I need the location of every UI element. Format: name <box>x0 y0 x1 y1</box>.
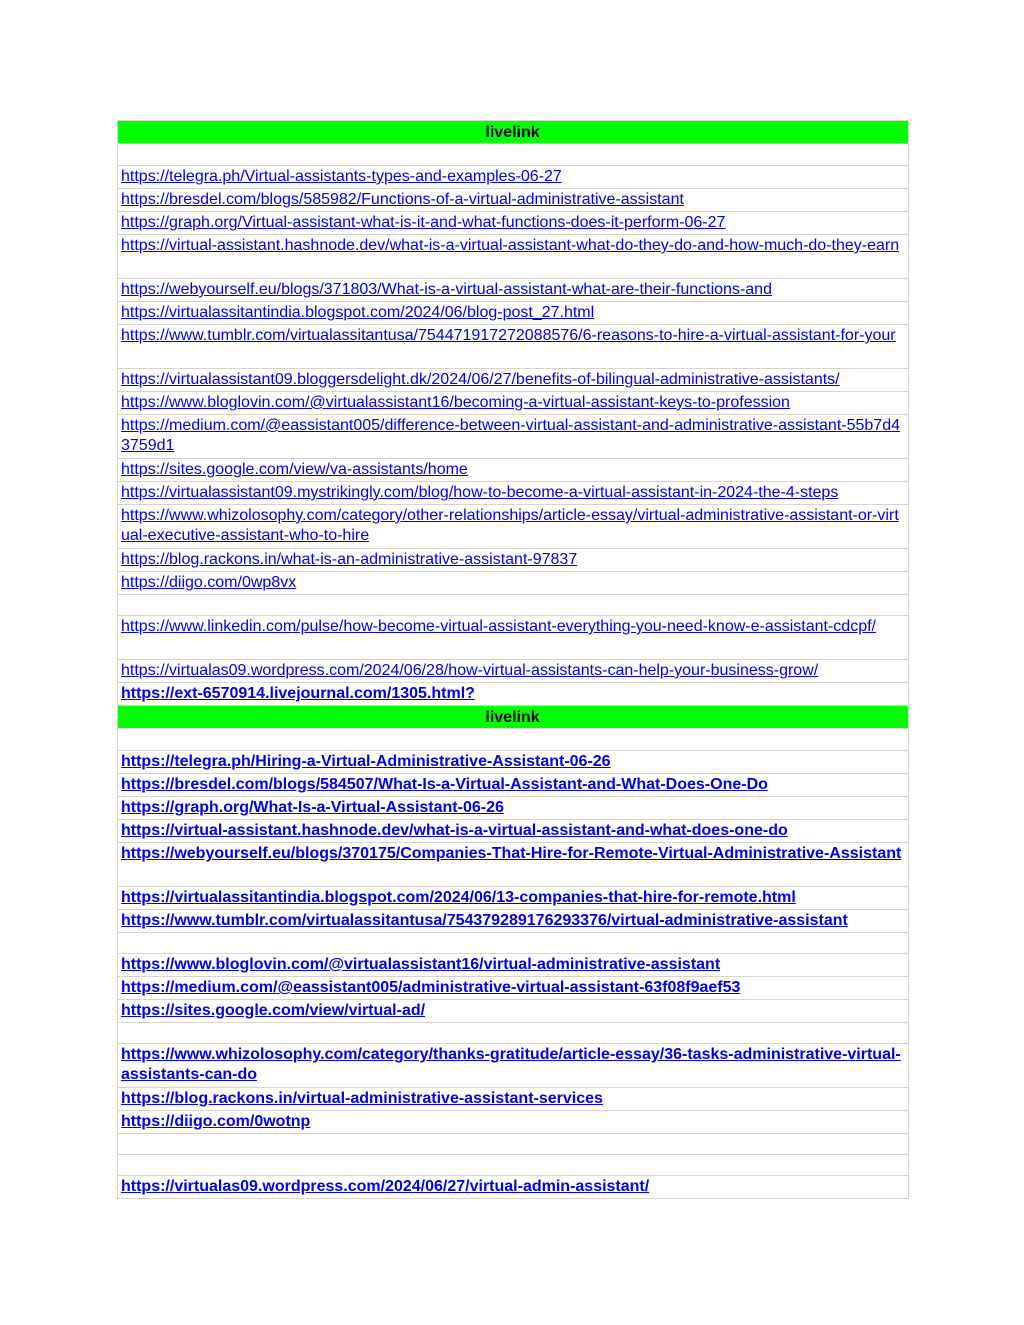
empty-row <box>118 729 908 751</box>
link-row <box>118 1000 908 1023</box>
link-row <box>118 549 908 572</box>
empty-row <box>118 1023 908 1044</box>
livelink-url[interactable]: https://graph.org/What-Is-a-Virtual-Assistant-06-26 <box>121 799 504 816</box>
livelink-url[interactable]: https://virtualassitantindia.blogspot.com/2024/06/13-companies-that-hire-for-remote.html <box>121 889 796 906</box>
link-row <box>118 843 908 887</box>
link-row <box>118 415 908 459</box>
livelink-url[interactable]: https://ext-6570914.livejournal.com/1305.html? <box>121 685 475 702</box>
livelink-url[interactable]: https://telegra.ph/Virtual-assistants-types-and-examples-06-27 <box>121 168 562 185</box>
link-row <box>118 1044 908 1088</box>
column-header-livelink: livelink <box>118 706 908 729</box>
column-header-livelink: livelink <box>118 121 908 144</box>
link-row <box>118 572 908 595</box>
livelink-url[interactable]: https://blog.rackons.in/virtual-administrative-assistant-services <box>121 1090 603 1107</box>
link-row <box>118 235 908 279</box>
livelink-url[interactable]: https://virtualassistant09.bloggersdelight.dk/2024/06/27/benefits-of-bilingual-administrative-assistants/ <box>121 371 840 388</box>
link-row <box>118 683 908 706</box>
link-row <box>118 751 908 774</box>
livelink-url[interactable]: https://www.whizolosophy.com/category/other-relationships/article-essay/virtual-administrative-assistant-or-virtual-executive-assistant-who-to-hire <box>121 507 899 544</box>
livelink-url[interactable]: https://virtual-assistant.hashnode.dev/what-is-a-virtual-assistant-and-what-does-one-do <box>121 822 788 839</box>
livelink-url[interactable]: https://diigo.com/0wp8vx <box>121 574 297 591</box>
link-row <box>118 325 908 369</box>
livelink-url[interactable]: https://telegra.ph/Hiring-a-Virtual-Administrative-Assistant-06-26 <box>121 753 611 770</box>
livelink-url[interactable]: https://blog.rackons.in/what-is-an-administrative-assistant-97837 <box>121 551 578 568</box>
link-row <box>118 459 908 482</box>
empty-row <box>118 1134 908 1155</box>
livelink-url[interactable]: https://www.bloglovin.com/@virtualassistant16/virtual-administrative-assistant <box>121 956 721 973</box>
link-row <box>118 212 908 235</box>
livelink-url[interactable]: https://bresdel.com/blogs/584507/What-Is-a-Virtual-Assistant-and-What-Does-One-Do <box>121 776 768 793</box>
livelink-url[interactable]: https://www.tumblr.com/virtualassitantusa/754471917272088576/6-reasons-to-hire-a-virtual-assistant-for-your <box>121 327 896 344</box>
link-row <box>118 660 908 683</box>
livelink-url[interactable]: https://virtualassistant09.mystrikingly.com/blog/how-to-become-a-virtual-assistant-in-2024-the-4-steps <box>121 484 839 501</box>
livelink-url[interactable]: https://virtualas09.wordpress.com/2024/06/28/how-virtual-assistants-can-help-your-business-grow/ <box>121 662 819 679</box>
link-row <box>118 616 908 660</box>
livelink-url[interactable]: https://sites.google.com/view/va-assistants/home <box>121 461 468 478</box>
empty-row <box>118 933 908 954</box>
link-row <box>118 887 908 910</box>
link-row <box>118 820 908 843</box>
livelink-url[interactable]: https://www.whizolosophy.com/category/thanks-gratitude/article-essay/36-tasks-administrative-virtual-assistants-can-do <box>121 1046 901 1083</box>
link-row <box>118 977 908 1000</box>
livelink-url[interactable]: https://virtualassitantindia.blogspot.com/2024/06/blog-post_27.html <box>121 304 595 321</box>
livelink-url[interactable]: https://www.tumblr.com/virtualassitantusa/754379289176293376/virtual-administrative-assistant <box>121 912 848 929</box>
empty-row <box>118 595 908 616</box>
livelink-url[interactable]: https://medium.com/@eassistant005/administrative-virtual-assistant-63f08f9aef53 <box>121 979 741 996</box>
empty-row <box>118 1155 908 1176</box>
link-row <box>118 954 908 977</box>
livelink-url[interactable]: https://graph.org/Virtual-assistant-what-is-it-and-what-functions-does-it-perform-06-27 <box>121 214 726 231</box>
link-row <box>118 1111 908 1134</box>
link-row <box>118 369 908 392</box>
livelink-url[interactable]: https://medium.com/@eassistant005/difference-between-virtual-assistant-and-administrative-assistant-55b7d43759d1 <box>121 417 900 454</box>
livelink-url[interactable]: https://www.bloglovin.com/@virtualassistant16/becoming-a-virtual-assistant-keys-to-profession <box>121 394 790 411</box>
livelink-url[interactable]: https://virtual-assistant.hashnode.dev/what-is-a-virtual-assistant-what-do-they-do-and-how-much-do-they-earn <box>121 237 900 254</box>
link-row <box>118 279 908 302</box>
livelink-url[interactable]: https://virtualas09.wordpress.com/2024/06/27/virtual-admin-assistant/ <box>121 1178 650 1195</box>
empty-row <box>118 144 908 166</box>
link-row <box>118 392 908 415</box>
spreadsheet-table <box>117 120 909 1199</box>
link-row <box>118 1088 908 1111</box>
link-row <box>118 505 908 549</box>
livelink-url[interactable]: https://webyourself.eu/blogs/371803/What-is-a-virtual-assistant-what-are-their-functions-and <box>121 281 772 298</box>
link-row <box>118 302 908 325</box>
link-row <box>118 166 908 189</box>
link-row <box>118 774 908 797</box>
livelink-url[interactable]: https://bresdel.com/blogs/585982/Functions-of-a-virtual-administrative-assistant <box>121 191 684 208</box>
livelink-url[interactable]: https://sites.google.com/view/virtual-ad/ <box>121 1002 426 1019</box>
link-row <box>118 1176 908 1199</box>
link-row <box>118 797 908 820</box>
livelink-url[interactable]: https://webyourself.eu/blogs/370175/Companies-That-Hire-for-Remote-Virtual-Administrative-Assistant <box>121 845 902 862</box>
link-row <box>118 910 908 933</box>
link-row <box>118 189 908 212</box>
livelink-url[interactable]: https://www.linkedin.com/pulse/how-become-virtual-assistant-everything-you-need-know-e-assistant-cdcpf/ <box>121 618 876 635</box>
livelink-url[interactable]: https://diigo.com/0wotnp <box>121 1113 311 1130</box>
link-row <box>118 482 908 505</box>
